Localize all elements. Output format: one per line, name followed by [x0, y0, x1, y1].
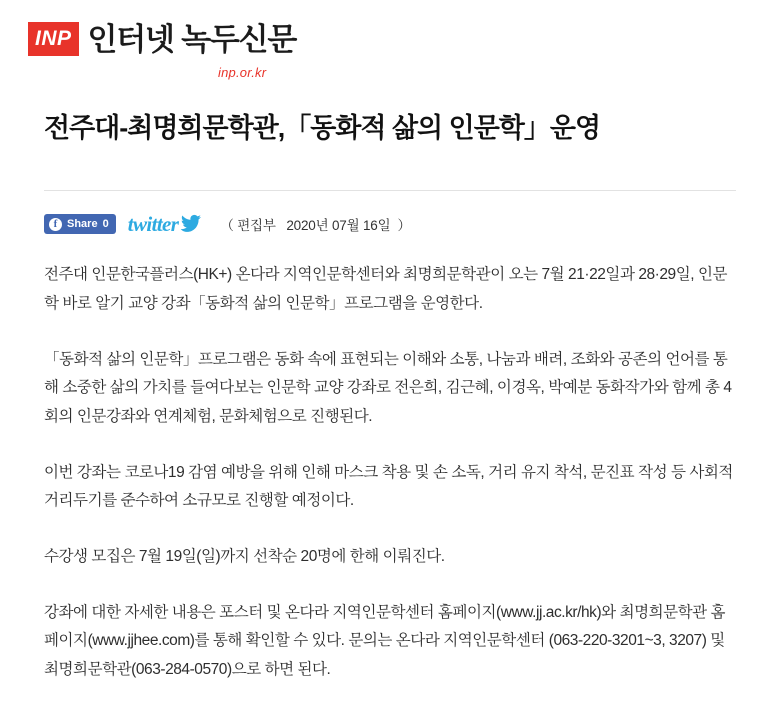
twitter-share-label: twitter	[127, 211, 179, 236]
twitter-bird-icon	[180, 214, 202, 234]
facebook-share-label: Share	[67, 218, 98, 231]
article-paragraph: 이번 강좌는 코로나19 감염 예방을 위해 인해 마스크 착용 및 손 소독, 거리 유지 착석, 문진표 작성 등 사회적 거리두기를 준수하여 소규모로 진행할 예정이다.	[44, 463, 733, 510]
article-byline: （ 편집부 2020년 07월 16일 ）	[220, 218, 411, 234]
article-paragraph: 「동화적 삶의 인문학」프로그램은 동화 속에 표현되는 이해와 소통, 나눔과 배려, 조화와 공존의 언어를 통해 소중한 삶의 가치를 들여다보는 인문학 교양 강좌로 전은희, 김근혜, 이경옥, 박예분 동화작가와 함께 총 4회의 인문강좌와 연계체험, 문화체험으로 진행된다.	[44, 350, 732, 426]
logo-badge-inp: INP	[28, 22, 79, 56]
facebook-share-count: 0	[102, 218, 109, 231]
article-paragraph: 전주대 인문한국플러스(HK+) 온다라 지역인문학센터와 최명희문학관이 오는 7월 21·22일과 28·29일, 인문학 바로 알기 교양 강좌「동화적 삶의 인문학」프로그램을 운영한다.	[44, 266, 728, 313]
article-paragraph: 강좌에 대한 자세한 내용은 포스터 및 온다라 지역인문학센터 홈페이지(www.jj.ac.kr/hk)와 최명희문학관 홈페이지(www.jjhee.com)를 통해 확인할 수 있다. 문의는 온다라 지역인문학센터 (063-220-3201~3, 3207) 및 최명희문학관(063-284-0570)으로 하면 된다.	[44, 603, 726, 679]
facebook-icon: f	[49, 218, 62, 231]
article-paragraph: 수강생 모집은 7월 19일(일)까지 선착순 20명에 한해 이뤄진다.	[44, 548, 445, 566]
share-and-byline-row	[44, 213, 736, 235]
article-body	[44, 261, 736, 684]
site-logo[interactable]	[28, 22, 296, 56]
twitter-share-button[interactable]	[128, 213, 203, 235]
site-url-tagline: inp.or.kr	[218, 65, 267, 80]
facebook-share-button[interactable]	[44, 214, 116, 234]
article-headline: 전주대-최명희문학관,「동화적 삶의 인문학」운영	[44, 113, 601, 143]
site-masthead	[0, 0, 780, 80]
logo-wordmark: 인터넷 녹두신문	[87, 21, 297, 57]
headline-divider	[44, 190, 736, 191]
